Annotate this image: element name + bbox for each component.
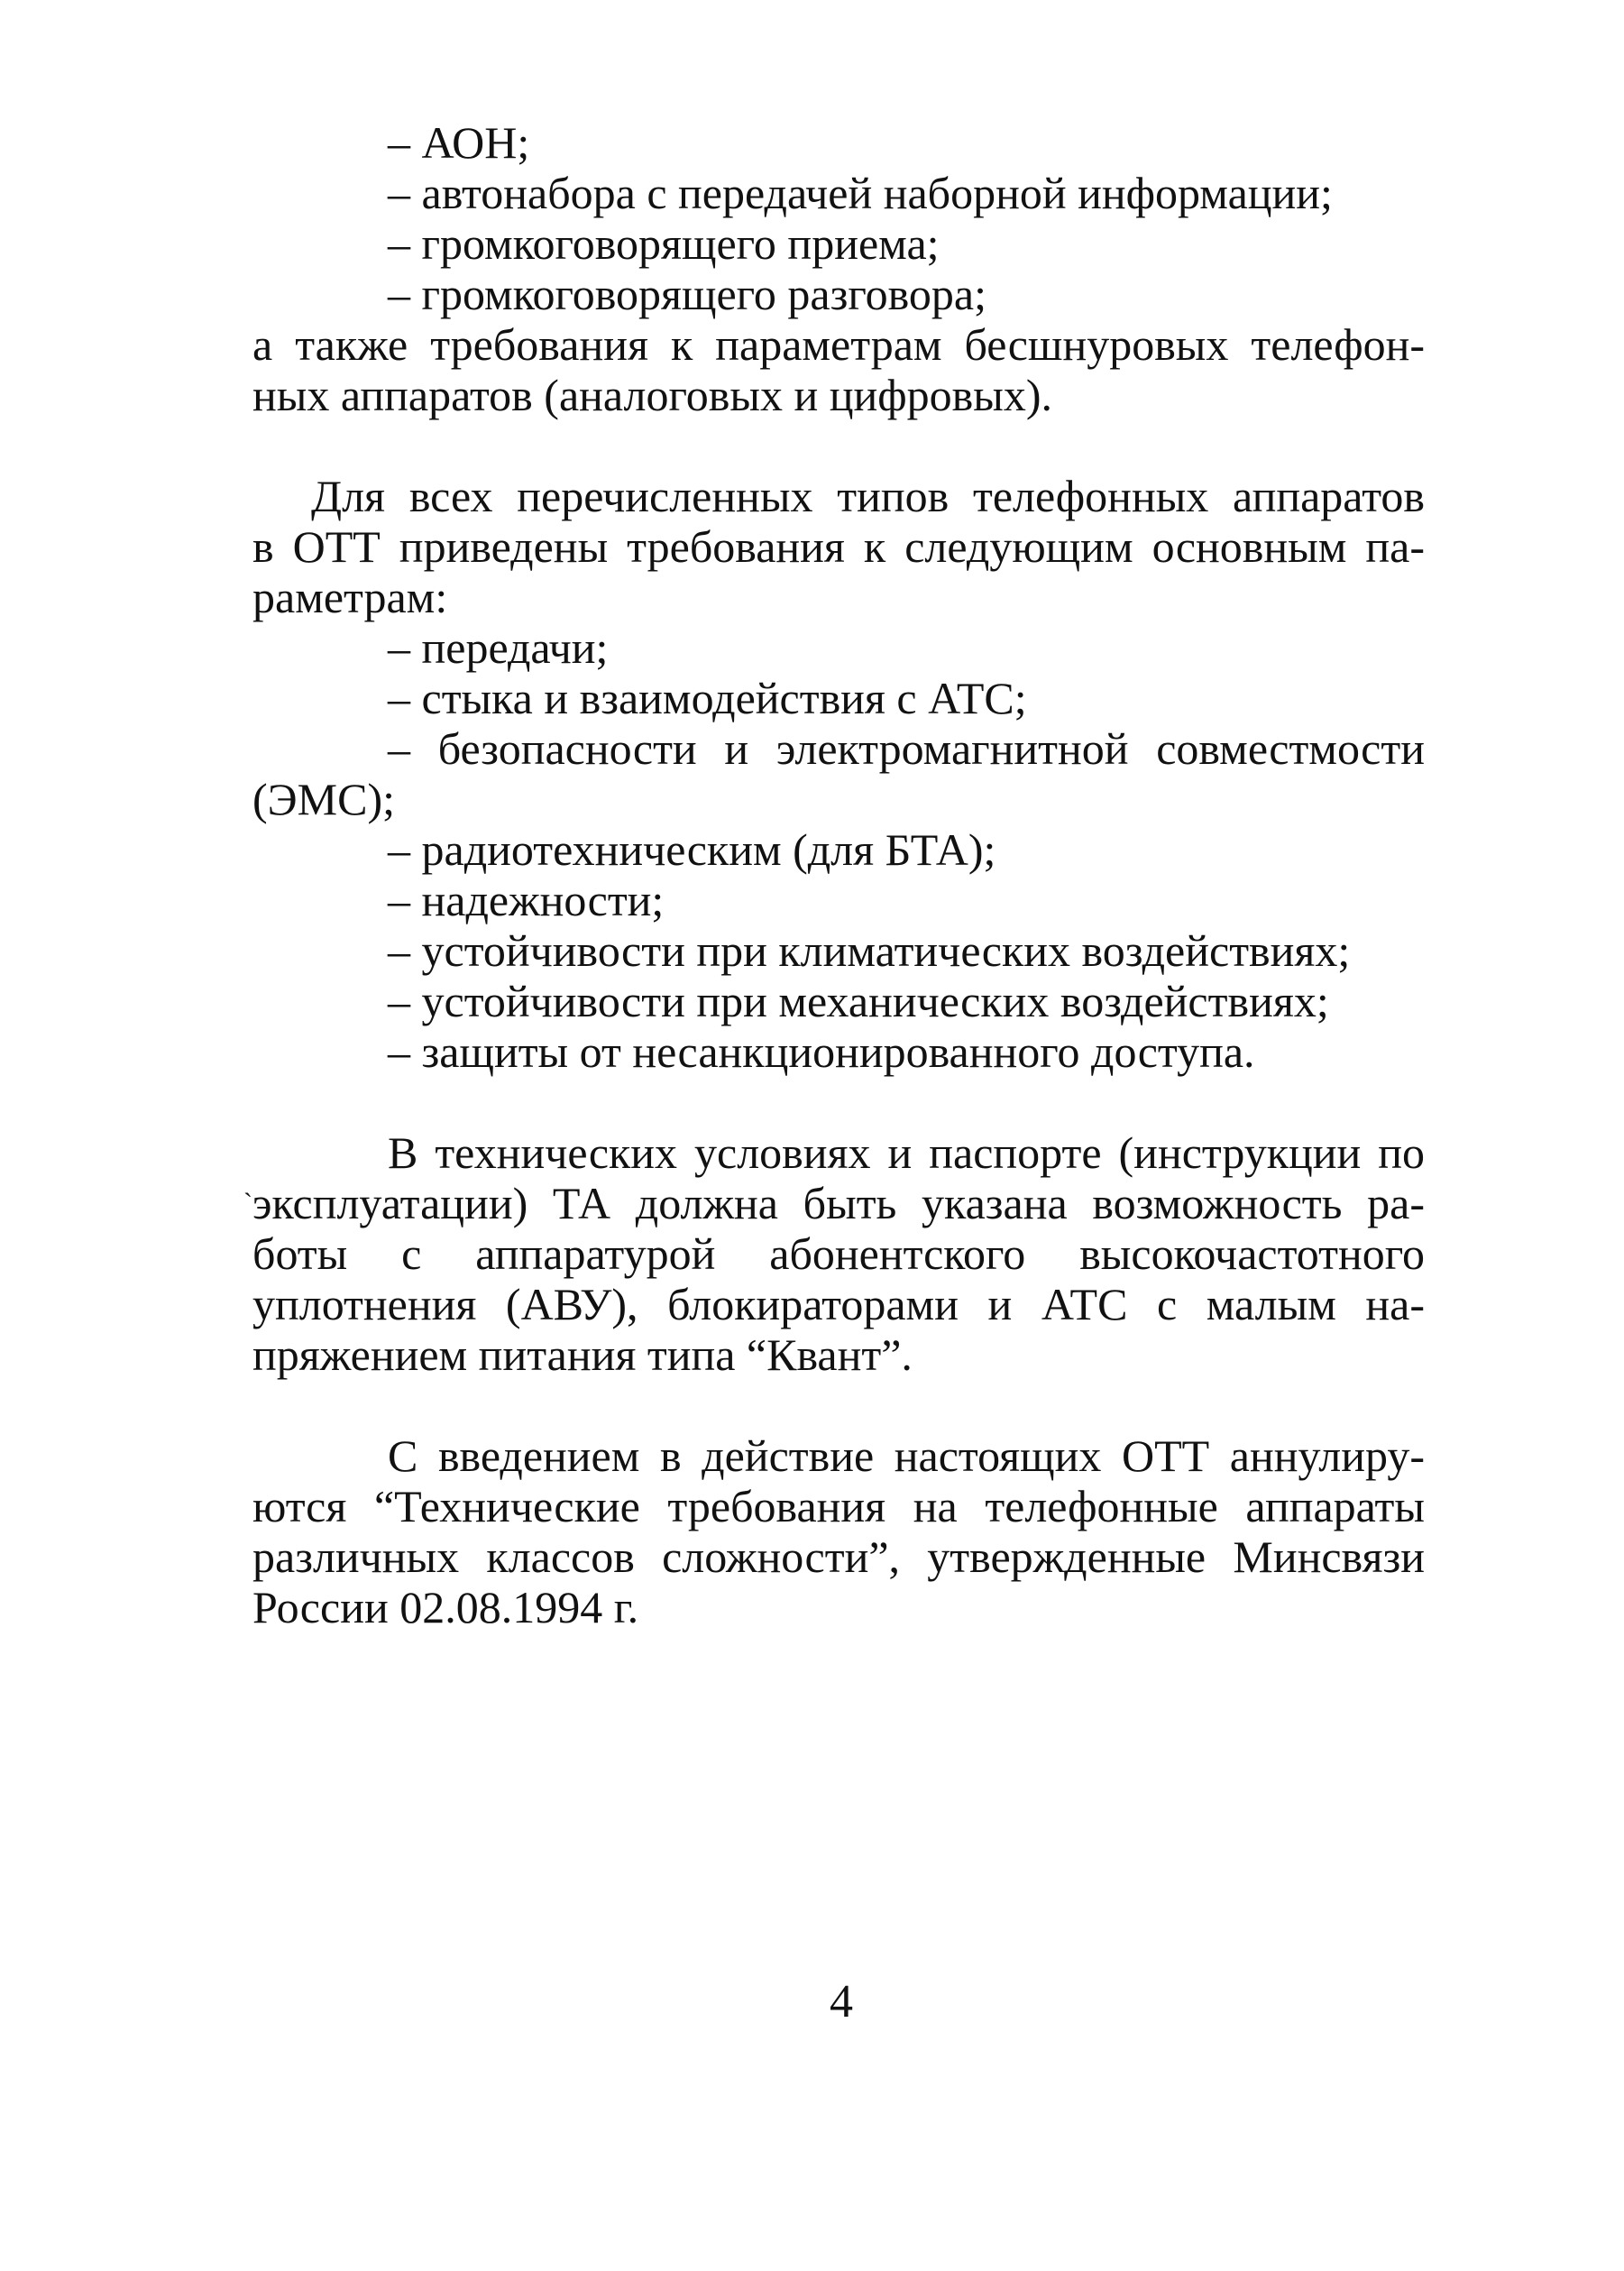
list-item: – безопасности и электромагнитной совместмости — [388, 723, 1425, 774]
paragraph-3 — [243, 1127, 1425, 1380]
paragraph-2 — [252, 471, 1425, 622]
list-item: – передачи; — [388, 622, 609, 673]
list-item: – устойчивости при климатических воздействиях; — [388, 925, 1351, 976]
list-params — [252, 622, 1425, 1077]
list-item: – устойчивости при механических воздействиях; — [388, 976, 1329, 1026]
list-item: – громкоговорящего разговора; — [388, 269, 986, 319]
paragraph-line-text: эксплуатации) ТА должна быть указана возможность ра- — [252, 1178, 1425, 1228]
scan-mark: ` — [243, 1188, 252, 1218]
list-item: – автонабора с передачей наборной информации; — [388, 168, 1333, 218]
paragraph-line: различных классов сложности”, утвержденные Минсвязи — [252, 1531, 1425, 1582]
list-item: – радиотехническим (для БТА); — [388, 824, 996, 875]
page-number: 4 — [830, 1976, 853, 2027]
list-item: – защиты от несанкционированного доступа. — [388, 1026, 1255, 1077]
list-item: – АОН; — [388, 117, 530, 168]
list-item-continuation: (ЭМС); — [252, 774, 396, 824]
list-top — [252, 117, 1425, 319]
paragraph-line: В технических условиях и паспорте (инструкции по — [388, 1127, 1425, 1178]
paragraph-gap — [252, 1077, 1425, 1127]
paragraph-line — [243, 1178, 1425, 1228]
list-item: – громкоговорящего приема; — [388, 218, 940, 269]
paragraph-line: в ОТТ приведены требования к следующим основным па- — [252, 521, 1425, 572]
paragraph-line: ных аппаратов (аналоговых и цифровых). — [252, 370, 1052, 420]
list-item: – стыка и взаимодействия с АТС; — [388, 673, 1027, 723]
paragraph-4 — [252, 1430, 1425, 1632]
paragraph-gap — [252, 1380, 1425, 1430]
list-item: – надежности; — [388, 875, 665, 925]
paragraph-line: боты с аппаратурой абонентского высокочастотного — [252, 1228, 1425, 1279]
paragraph-line: России 02.08.1994 г. — [252, 1582, 639, 1632]
document-page — [243, 117, 1425, 1632]
paragraph-line: ются “Технические требования на телефонные аппараты — [252, 1481, 1425, 1531]
paragraph-line: Для всех перечисленных типов телефонных аппаратов — [311, 471, 1425, 521]
paragraph-line: С введением в действие настоящих ОТТ аннулиру- — [388, 1430, 1425, 1481]
paragraph-line: раметрам: — [252, 572, 448, 622]
paragraph-line: а также требования к параметрам бесшнуровых телефон- — [252, 319, 1425, 370]
paragraph-1 — [252, 319, 1425, 420]
paragraph-gap — [252, 420, 1425, 471]
paragraph-line: пряжением питания типа “Квант”. — [252, 1329, 913, 1380]
paragraph-line: уплотнения (АВУ), блокираторами и АТС с малым на- — [252, 1279, 1425, 1329]
